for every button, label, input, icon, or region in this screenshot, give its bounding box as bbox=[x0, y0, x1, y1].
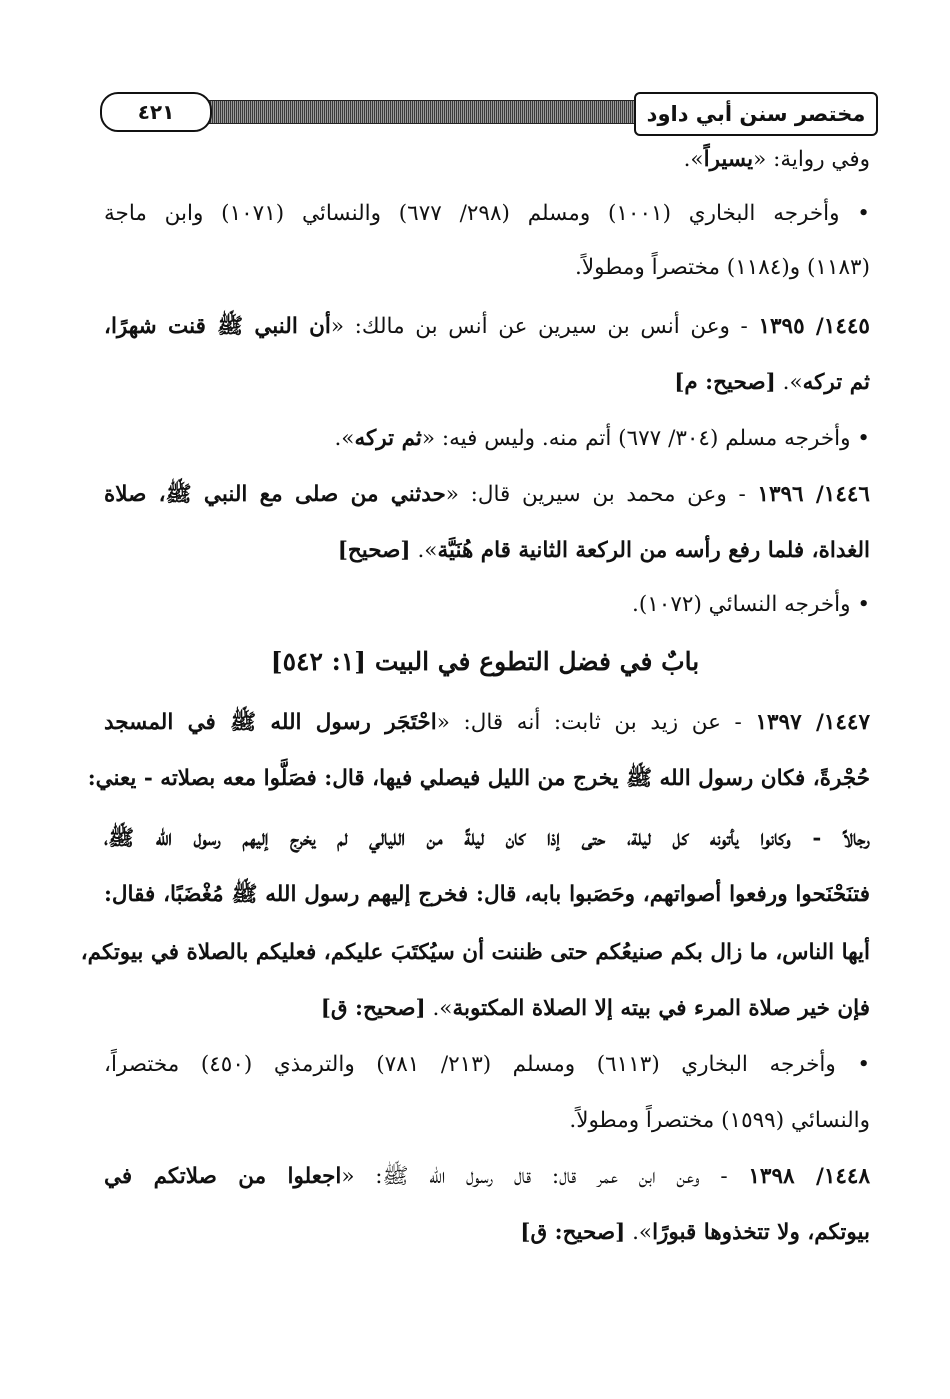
bold-text: أن النبي ﷺ قنت شهرًا، bbox=[104, 314, 331, 339]
page-header bbox=[100, 92, 878, 140]
text-segment: والنسائي (١٥٩٩) مختصراً ومطولاً. bbox=[569, 1108, 870, 1133]
text-segment: وفي رواية: « bbox=[753, 147, 870, 172]
hadith-1447-line-6 bbox=[321, 994, 870, 1024]
hadith-1447-line-1 bbox=[104, 708, 870, 738]
text-segment: - وعن أنس بن سيرين عن أنس بن مالك: « bbox=[330, 314, 759, 339]
text-segment: - عن زيد بن ثابت: أنه قال: « bbox=[436, 710, 756, 735]
section-heading: بابٌ في فضل التطوع في البيت [١: ٥٤٢] bbox=[270, 647, 700, 676]
text-segment: ». bbox=[425, 996, 453, 1021]
text-segment: • وأخرجه النسائي (١٠٧٢). bbox=[632, 592, 870, 617]
text-segment: (١١٨٣) و(١١٨٤) مختصراً ومطولاً. bbox=[575, 255, 870, 280]
bold-text: حُجْرةً، فكان رسول الله ﷺ يخرج من الليل فيصلي فيها، قال: فصَلَّوا معه بصلاته - يعني: bbox=[87, 766, 870, 791]
book-title: مختصر سنن أبي داود bbox=[634, 92, 878, 136]
bold-text: رجالاً - وكانوا يأتونه كل ليلة، حتى إذا كان ليلةً من الليالي لم يخرج إليهم رسول الله ﷺ، bbox=[104, 826, 870, 851]
takhrij-line bbox=[569, 1106, 870, 1136]
bold-text: الغداة، فلما رفع رأسه من الركعة الثانية قام هُنَيَّة bbox=[437, 538, 870, 563]
bold-text: ١٤٤٥/ ١٣٩٥ bbox=[758, 314, 870, 339]
header-decorative-bar bbox=[178, 100, 640, 124]
text-segment: ». bbox=[683, 147, 704, 172]
hadith-1447-line-5 bbox=[80, 938, 870, 968]
text-segment: ». bbox=[334, 426, 355, 451]
bold-text: [صحيح: م] bbox=[674, 370, 776, 395]
text-line-1 bbox=[684, 145, 870, 175]
bold-text: بيوتكم، ولا تتخذوها قبورًا bbox=[652, 1220, 870, 1245]
bold-text: ١٤٤٧/ ١٣٩٧ bbox=[755, 710, 870, 735]
page-number: ٤٢١ bbox=[100, 92, 212, 132]
hadith-1446-line-1 bbox=[104, 480, 870, 510]
bold-text: أيها الناس، ما زال بكم صنيعُكم حتى ظننت أن سيُكتَبَ عليكم، فعليكم بالصلاة في بيوتكم، bbox=[80, 940, 870, 965]
bold-text: [صحيح: ق] bbox=[520, 1220, 626, 1245]
takhrij-line bbox=[632, 590, 870, 620]
text-segment: • وأخرجه البخاري (٦١١٣) ومسلم (٢١٣/ ٧٨١) والترمذي (٤٥٠) مختصراً، bbox=[104, 1052, 870, 1077]
bold-text: فتنَحْنَحوا ورفعوا أصواتهم، وحَصَبوا بابه، قال: فخرج إليهم رسول الله ﷺ مُغْضَبًا، فقال: bbox=[104, 882, 870, 907]
bold-text: ١٤٤٦/ ١٣٩٦ bbox=[757, 482, 870, 507]
bold-text: يسيراً bbox=[703, 147, 754, 172]
hadith-1445-line-2 bbox=[674, 368, 870, 398]
text-segment: ». bbox=[625, 1220, 653, 1245]
hadith-1448-line-1 bbox=[104, 1162, 870, 1192]
bold-text: فإن خير صلاة المرء في بيته إلا الصلاة المكتوبة bbox=[452, 996, 870, 1021]
hadith-1446-line-2 bbox=[338, 536, 870, 566]
bold-text: [صحيح] bbox=[337, 538, 411, 563]
text-line-2 bbox=[104, 199, 870, 229]
bold-text: ثم تركه bbox=[354, 426, 422, 451]
takhrij-line bbox=[334, 424, 870, 454]
hadith-1445-line-1 bbox=[104, 312, 870, 342]
hadith-1447-line-3 bbox=[104, 824, 870, 854]
text-segment: - وعن محمد بن سيرين قال: « bbox=[445, 482, 758, 507]
bold-text: اجعلوا من صلاتكم في bbox=[104, 1164, 342, 1189]
hadith-1448-line-2 bbox=[520, 1218, 870, 1248]
text-segment: • وأخرجه البخاري (١٠٠١) ومسلم (٢٩٨/ ٦٧٧) والنسائي (١٠٧١) وابن ماجة bbox=[104, 201, 870, 226]
hadith-1447-line-4 bbox=[104, 880, 870, 910]
bold-text: حدثني من صلى مع النبي ﷺ، صلاة bbox=[104, 482, 446, 507]
bold-text: ثم تركه bbox=[802, 370, 870, 395]
text-segment: • وأخرجه مسلم (٣٠٤/ ٦٧٧) أتم منه. وليس فيه: « bbox=[421, 426, 870, 451]
text-line-3 bbox=[575, 253, 870, 283]
bold-text: ١٤٤٨/ ١٣٩٨ bbox=[748, 1164, 871, 1189]
hadith-1447-line-2 bbox=[87, 764, 870, 794]
bold-text: [صحيح: ق] bbox=[320, 996, 426, 1021]
text-segment: ». bbox=[775, 370, 803, 395]
text-segment: ». bbox=[410, 538, 438, 563]
takhrij-line bbox=[104, 1050, 870, 1080]
text-segment: - وعن ابن عمر قال: قال رسول الله ﷺ: « bbox=[341, 1164, 749, 1189]
bold-text: احْتَجَر رسول الله ﷺ في المسجد bbox=[104, 710, 437, 735]
